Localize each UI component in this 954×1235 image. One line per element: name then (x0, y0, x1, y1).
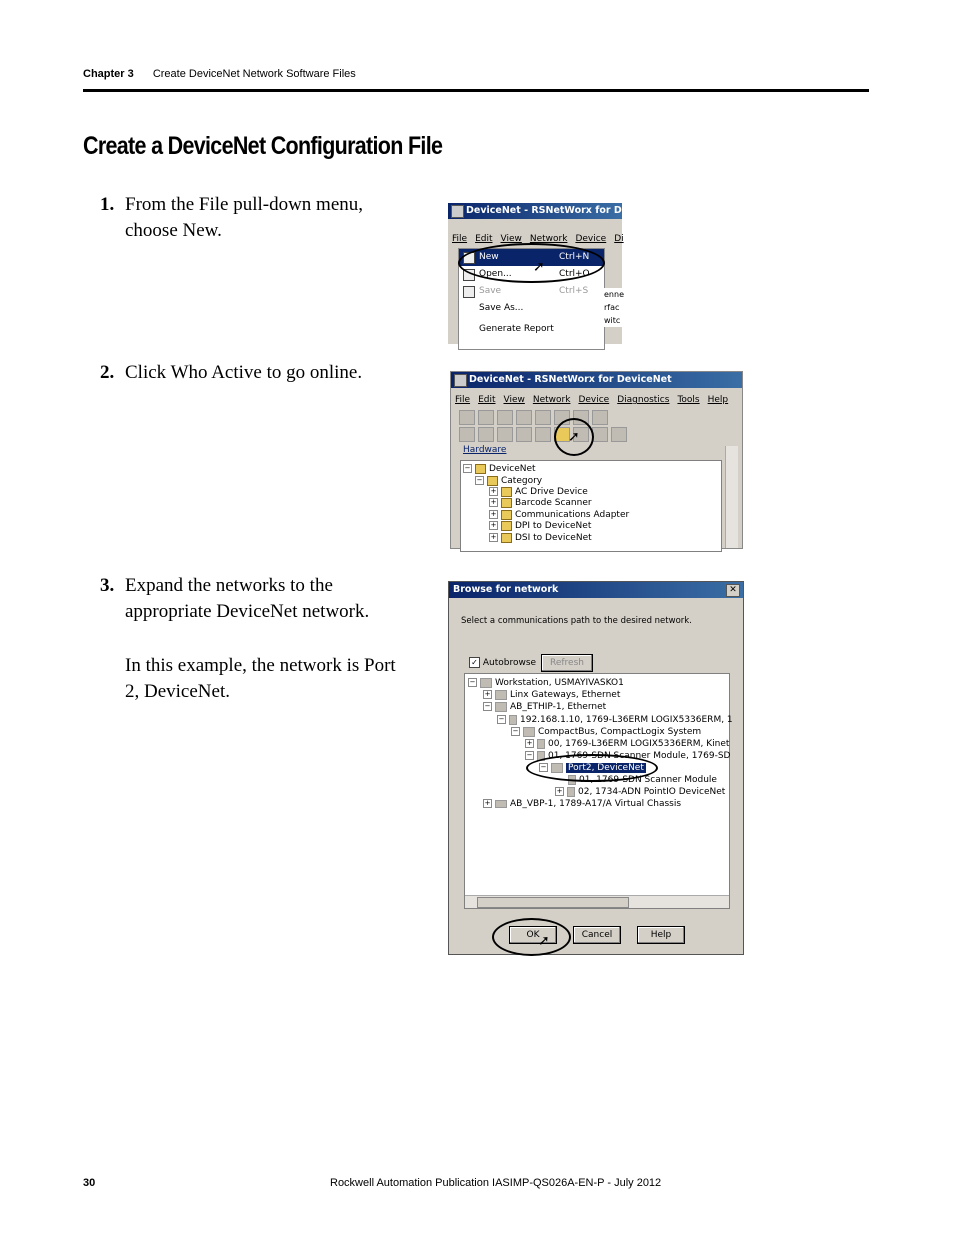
screenshot-browse-network (448, 581, 744, 955)
autobrowse-checkbox[interactable]: ✓ Autobrowse (469, 657, 536, 668)
chassis-icon (495, 800, 507, 808)
folder-icon (501, 510, 512, 520)
computer-icon (480, 678, 492, 688)
screenshot-file-menu (448, 203, 629, 344)
menu-edit[interactable]: Edit (478, 395, 496, 405)
title-bar (451, 372, 742, 388)
app-icon (454, 374, 467, 387)
folder-icon (475, 464, 486, 474)
ok-button[interactable]: OK (509, 926, 557, 944)
new-icon[interactable] (459, 410, 475, 425)
network-icon[interactable] (535, 427, 551, 442)
list-view-icon[interactable] (516, 427, 532, 442)
tree-item[interactable]: + 00, 1769-L36ERM LOGIX5336ERM, Kinet (526, 739, 730, 749)
window-title: DeviceNet - RSNetWorx for DeviceNet (469, 374, 672, 385)
highlight-ellipse-ok (492, 918, 571, 956)
tree-item[interactable]: − Workstation, USMAYIVASKO1 (469, 678, 624, 688)
menu-tools[interactable]: Tools (677, 395, 700, 405)
step-number: 2. (100, 362, 115, 383)
window-title: DeviceNet - RSNetWorx for De (466, 205, 629, 216)
menu-file[interactable]: File (455, 395, 471, 405)
dialog-title: Browse for network (453, 584, 559, 595)
tree-item[interactable]: − DeviceNet (464, 464, 536, 474)
cut-icon[interactable] (535, 410, 551, 425)
toolbar-2 (459, 427, 630, 445)
network-icon (495, 690, 507, 700)
open-icon[interactable] (478, 410, 494, 425)
step-text: Expand the networks to the appropriate DeviceNet network. (125, 575, 370, 622)
step-number: 1. (100, 194, 115, 215)
menu-view[interactable]: View (503, 395, 525, 405)
folder-icon (501, 521, 512, 531)
screenshot-who-active (450, 371, 743, 549)
tree-item[interactable]: + Communications Adapter (490, 510, 630, 520)
menu-item-save-as[interactable]: Save As... (479, 303, 524, 313)
help-button[interactable]: Help (637, 926, 685, 944)
header-rule (83, 89, 869, 92)
tree-item[interactable]: + Linx Gateways, Ethernet (484, 690, 621, 700)
checkmark-icon: ✓ (469, 657, 480, 668)
menu-file[interactable]: File (452, 234, 468, 244)
tree-item[interactable]: − 192.168.1.10, 1769-L36ERM LOGIX5336ERM, 1 (498, 715, 733, 725)
publication-info: Rockwell Automation Publication IASIMP-QS026A-EN-P - July 2012 (330, 1177, 662, 1189)
menu-bar (451, 392, 742, 408)
step-text: Click Who Active to go online. (125, 362, 363, 383)
tree-item[interactable]: − 01, 1769-SDN Scanner Module, 1769-SD (526, 751, 731, 761)
tree-item[interactable]: − Category (476, 476, 543, 486)
tree-item[interactable]: 01, 1769-SDN Scanner Module (568, 774, 717, 786)
print-icon[interactable] (516, 410, 532, 425)
menu-network[interactable]: Network (529, 234, 568, 244)
tree-item[interactable]: + 02, 1734-ADN PointIO DeviceNet (556, 787, 726, 797)
tree-item[interactable]: + AC Drive Device (490, 487, 588, 497)
menu-device[interactable]: Device (575, 234, 607, 244)
refresh-button[interactable]: Refresh (541, 654, 593, 672)
cancel-button[interactable]: Cancel (573, 926, 621, 944)
backplane-icon (523, 727, 535, 737)
tree-item-selected[interactable]: − Port2, DeviceNet (540, 763, 644, 773)
tree-item[interactable]: + DPI to DeviceNet (490, 521, 592, 531)
tree-item[interactable]: + DSI to DeviceNet (490, 533, 592, 543)
highlight-ellipse-port2 (526, 754, 658, 782)
save-disk-icon (463, 286, 475, 298)
help-icon[interactable] (592, 410, 608, 425)
matrix-icon[interactable] (611, 427, 627, 442)
mouse-cursor-icon: ➚ (533, 259, 545, 275)
step-note: In this example, the network is Port 2, DeviceNet. (125, 655, 396, 702)
title-bar (449, 582, 743, 598)
scrollbar[interactable] (725, 446, 738, 548)
menu-view[interactable]: View (500, 234, 522, 244)
module-icon (537, 739, 545, 749)
app-icon (451, 205, 464, 218)
close-icon[interactable]: ✕ (726, 584, 740, 597)
step-number: 3. (100, 575, 115, 596)
hardware-tree (460, 460, 722, 552)
menu-network[interactable]: Network (532, 395, 571, 405)
page-number: 30 (83, 1177, 96, 1189)
hardware-label: Hardware (463, 445, 507, 455)
menu-item-new[interactable]: New Ctrl+N (459, 249, 604, 266)
step-text: From the File pull-down menu, choose New. (125, 194, 364, 241)
tree-item[interactable]: + Barcode Scanner (490, 498, 592, 508)
menu-diagnostics[interactable]: Diagnostics (617, 395, 670, 405)
network-icon (495, 702, 507, 712)
section-label: Create DeviceNet Network Software Files (152, 68, 356, 80)
horizontal-scrollbar[interactable] (465, 895, 729, 908)
page-title: Create a DeviceNet Configuration File (83, 132, 443, 160)
zoom-out-icon[interactable] (478, 427, 494, 442)
tree-item[interactable]: + AB_VBP-1, 1789-A17/A Virtual Chassis (484, 799, 682, 809)
mouse-cursor-icon: ➚ (538, 933, 550, 949)
save-icon[interactable] (497, 410, 513, 425)
scroll-thumb[interactable] (477, 897, 629, 908)
mouse-cursor-icon: ➚ (568, 429, 580, 445)
controller-icon (509, 715, 517, 725)
tree-item[interactable]: − AB_ETHIP-1, Ethernet (484, 702, 607, 712)
network-tree (464, 673, 733, 909)
menu-item-save[interactable]: Save Ctrl+S (459, 283, 604, 300)
adapter-icon (567, 787, 575, 797)
highlight-ellipse (458, 243, 605, 283)
zoom-in-icon[interactable] (459, 427, 475, 442)
title-bar (448, 203, 629, 219)
menu-device[interactable]: Device (578, 395, 610, 405)
tree-view-icon[interactable] (497, 427, 513, 442)
properties-icon[interactable] (592, 427, 608, 442)
tree-item[interactable]: − CompactBus, CompactLogix System (512, 727, 702, 737)
dialog-prompt: Select a communications path to the desired network. (461, 616, 692, 626)
menu-item-open[interactable]: Open... Ctrl+O (459, 266, 604, 283)
menu-item-generate-report[interactable]: Generate Report (479, 324, 554, 334)
running-header (83, 68, 356, 80)
menu-help[interactable]: Help (707, 395, 729, 405)
chapter-label: Chapter 3 (83, 68, 134, 80)
menu-di[interactable]: Di (614, 234, 624, 244)
folder-icon (487, 476, 498, 486)
background-pane: enne rfac witc (604, 290, 624, 325)
menu-edit[interactable]: Edit (475, 234, 493, 244)
folder-icon (501, 487, 512, 497)
folder-icon (501, 498, 512, 508)
folder-icon (501, 533, 512, 543)
